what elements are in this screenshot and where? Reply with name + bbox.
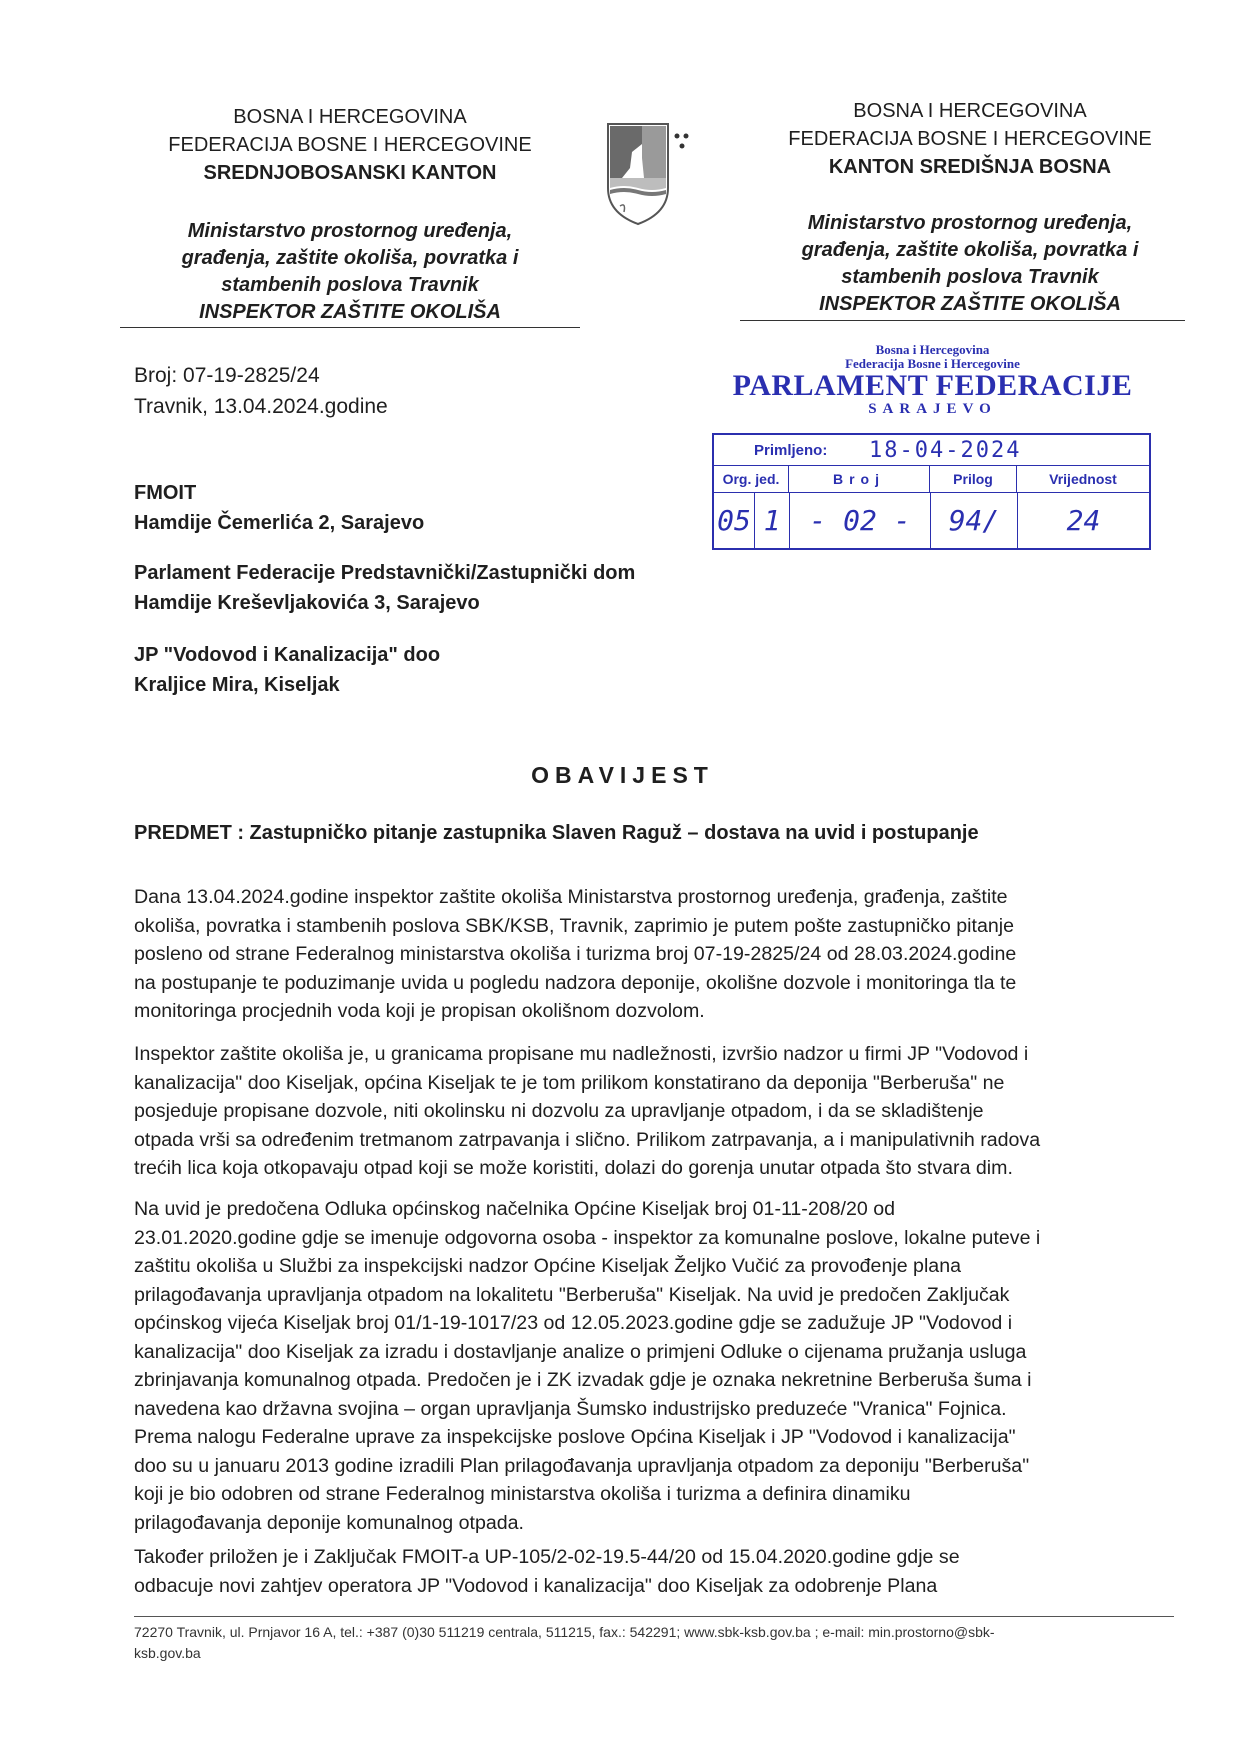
addressee: [134, 640, 440, 700]
stamp-val-vrijednost: 24: [1066, 504, 1101, 537]
body-line: kanalizacija" doo Kiseljak za izradu i dostavljanje analize o primjeni Odluke o cijenama pružanja usluga: [134, 1340, 1027, 1363]
stamp-val-org-a: 05: [714, 493, 755, 548]
body-line: koji je bio odobren od strane Federalnog ministarstva okoliša i turizma a definira dinamiku: [134, 1483, 911, 1505]
body-line: prilagođavanja deponije komunalnog otpada.: [134, 1511, 524, 1534]
header-divider-right: [740, 320, 1185, 321]
stamp-col-prilog: Prilog: [930, 466, 1017, 492]
receipt-stamp-box: [712, 433, 1151, 550]
body-line: 23.01.2020.godine gdje se imenuje odgovorna osoba - inspektor za komunalne poslove, lokalne puteve i: [134, 1226, 1041, 1249]
header-left: [120, 103, 580, 187]
body-line: okoliša, povratka i stambenih poslova SBK/KSB, Travnik, zaprimio je putem pošte zastupničko pitanje: [134, 914, 1014, 937]
body-paragraph: [134, 883, 1174, 1026]
body-line: na postupanje te poduzimanje uvida u pogledu nadzora deponije, okolišne dozvole i monitoringa tla te: [134, 971, 1017, 994]
stamp-val-prilog: 94/: [931, 493, 1018, 548]
ministry-line: građenja, zaštite okoliša, povratka i: [181, 247, 519, 269]
stamp-val-org-b: 1: [755, 493, 790, 548]
ministry-left: [120, 218, 580, 326]
body-line: trećih lica koja otkopavaju otpad koji se može koristiti, dolazi do gorenja unutar otpada što stvara dim.: [134, 1157, 1013, 1179]
canton-name: SREDNJOBOSANSKI KANTON: [203, 162, 497, 184]
ministry-line: Ministarstvo prostornog uređenja,: [187, 220, 513, 242]
place-date: Travnik, 13.04.2024.godine: [134, 395, 388, 418]
body-line: posleno od strane Federalnog ministarstva okoliša i turizma broj 07-19-2825/24 od 28.03.2024.godine: [134, 943, 1017, 965]
body-paragraph: [134, 1195, 1174, 1537]
footer-divider: [134, 1616, 1174, 1617]
stamp-col-vrijednost: Vrijednost: [1049, 471, 1117, 487]
footer-line: ksb.gov.ba: [134, 1645, 201, 1661]
header-right: [730, 97, 1210, 181]
receipt-stamp-header: [705, 343, 1160, 417]
federation-name: FEDERACIJA BOSNE I HERCEGOVINE: [788, 128, 1152, 150]
body-line: općinskog vijeća Kiseljak broj 01/1-19-1017/23 od 12.05.2023.godine gdje se zadužuje JP "Vodovod i: [134, 1312, 1013, 1334]
country-name: BOSNA I HERCEGOVINA: [233, 106, 467, 128]
stamp-parliament: PARLAMENT FEDERACIJE: [732, 369, 1133, 402]
addressee: [134, 478, 424, 538]
header-divider-left: [120, 327, 580, 328]
stamp-val-broj: - 02 -: [790, 493, 931, 548]
stamp-values-row: [714, 493, 1149, 548]
reference-number: Broj: 07-19-2825/24: [134, 364, 320, 387]
document-title: OBAVIJEST: [531, 762, 714, 788]
body-line: Inspektor zaštite okoliša je, u granicama propisane mu nadležnosti, izvršio nadzor u firmi JP "Vodovod i: [134, 1043, 1029, 1065]
footer-line: 72270 Travnik, ul. Prnjavor 16 A, tel.: +387 (0)30 511219 centrala, 511215, fax.: 542291; www.sbk-ksb.gov.ba ; e-mail: min.prostorno@sbk-: [134, 1624, 995, 1640]
stamp-columns-row: [714, 466, 1149, 493]
stamp-country: Bosna i Hercegovina: [875, 342, 990, 357]
stamp-received-row: [714, 435, 1149, 466]
body-line: posjeduje propisane dozvole, niti okolinsku ni dozvolu za upravljanje otpadom, i da se skladištenje: [134, 1100, 984, 1122]
stamp-federation: Federacija Bosne i Hercegovine: [845, 356, 1020, 371]
body-line: Prema nalogu Federalne uprave za inspekcijske poslove Općina Kiseljak i JP "Vodovod i kanalizacija": [134, 1426, 1016, 1448]
body-line: navedena kao državna svojina – organ upravljanja Šumsko industrijsko preduzeće "Vranica" Fojnica.: [134, 1397, 1007, 1420]
addressee-address: Hamdije Čemerlića 2, Sarajevo: [134, 512, 425, 534]
addressee-name: Parlament Federacije Predstavnički/Zastupnički dom: [134, 562, 636, 584]
ministry-right: [730, 210, 1210, 318]
ministry-line: stambenih poslova Travnik: [221, 274, 479, 296]
ministry-line: stambenih poslova Travnik: [841, 266, 1099, 288]
body-line: otpada vrši sa određenim tretmanom zatrpavanja i slično. Prilikom zatrpavanja, a i manipulativnih radova: [134, 1128, 1041, 1151]
body-line: zaštitu okoliša u Službi za inspekcijski nadzor Općine Kiseljak Željko Vučić za provođenje plana: [134, 1255, 961, 1277]
stamp-city: SARAJEVO: [868, 401, 997, 417]
addressee-name: JP "Vodovod i Kanalizacija" doo: [134, 644, 441, 666]
body-line: zbrinjavanja komunalnog otpada. Predočen je i ZK izvadak gdje je oznaka nekretnine Berberuša šuma i: [134, 1369, 1032, 1391]
body-line: odbacuje novi zahtjev operatora JP "Vodovod i kanalizacija" doo Kiseljak za odobrenje Plana: [134, 1574, 938, 1597]
body-line: Na uvid je predočena Odluka općinskog načelnika Općine Kiseljak broj 01-11-208/20 od: [134, 1198, 895, 1220]
body-line: prilagođavanja upravljanja otpadom na lokalitetu "Berberuša" Kiseljak. Na uvid je predočen Zaključak: [134, 1283, 1010, 1306]
stamp-col-org: Org. jed.: [714, 466, 789, 492]
body-paragraph: [134, 1040, 1174, 1183]
stamp-received-label: Primljeno:: [754, 441, 828, 459]
addressee-address: Kraljice Mira, Kiseljak: [134, 674, 340, 696]
country-name: BOSNA I HERCEGOVINA: [853, 100, 1087, 122]
body-paragraph: [134, 1543, 1174, 1600]
stamp-received-date: 18-04-2024: [869, 437, 1022, 463]
body-line: monitoringa procjednih voda koji je propisan okolišnom dozvolom.: [134, 1000, 705, 1022]
page-footer: [134, 1622, 1174, 1664]
body-line: kanalizacija" doo Kiseljak, općina Kiseljak te je tom prilikom konstatirano da deponija "Berberuša" ne: [134, 1071, 1005, 1094]
ministry-line: Ministarstvo prostornog uređenja,: [807, 212, 1133, 234]
ministry-line: INSPEKTOR ZAŠTITE OKOLIŠA: [199, 301, 501, 323]
federation-name: FEDERACIJA BOSNE I HERCEGOVINE: [168, 134, 532, 156]
stamp-col-broj: Broj: [789, 466, 930, 492]
body-line: Dana 13.04.2024.godine inspektor zaštite okoliša Ministarstva prostornog uređenja, građenja, zaštite: [134, 886, 1008, 908]
body-line: doo su u januaru 2013 godine izradili Plan prilagođavanja upravljanja otpadom za deponiju "Berberuša": [134, 1454, 1030, 1477]
addressee: [134, 558, 635, 618]
addressee-address: Hamdije Kreševljakovića 3, Sarajevo: [134, 592, 480, 614]
ministry-line: INSPEKTOR ZAŠTITE OKOLIŠA: [819, 293, 1121, 315]
body-line: Također priložen je i Zaključak FMOIT-a UP-105/2-02-19.5-44/20 od 15.04.2020.godine gdje se: [134, 1546, 960, 1568]
canton-name: KANTON SREDIŠNJA BOSNA: [828, 156, 1112, 178]
document-reference: [134, 360, 388, 422]
addressee-name: FMOIT: [134, 482, 197, 504]
document-subject: PREDMET : Zastupničko pitanje zastupnika Slaven Raguž – dostava na uvid i postupanje: [134, 822, 979, 844]
ministry-line: građenja, zaštite okoliša, povratka i: [801, 239, 1139, 261]
canton-crest-icon: [602, 118, 698, 228]
